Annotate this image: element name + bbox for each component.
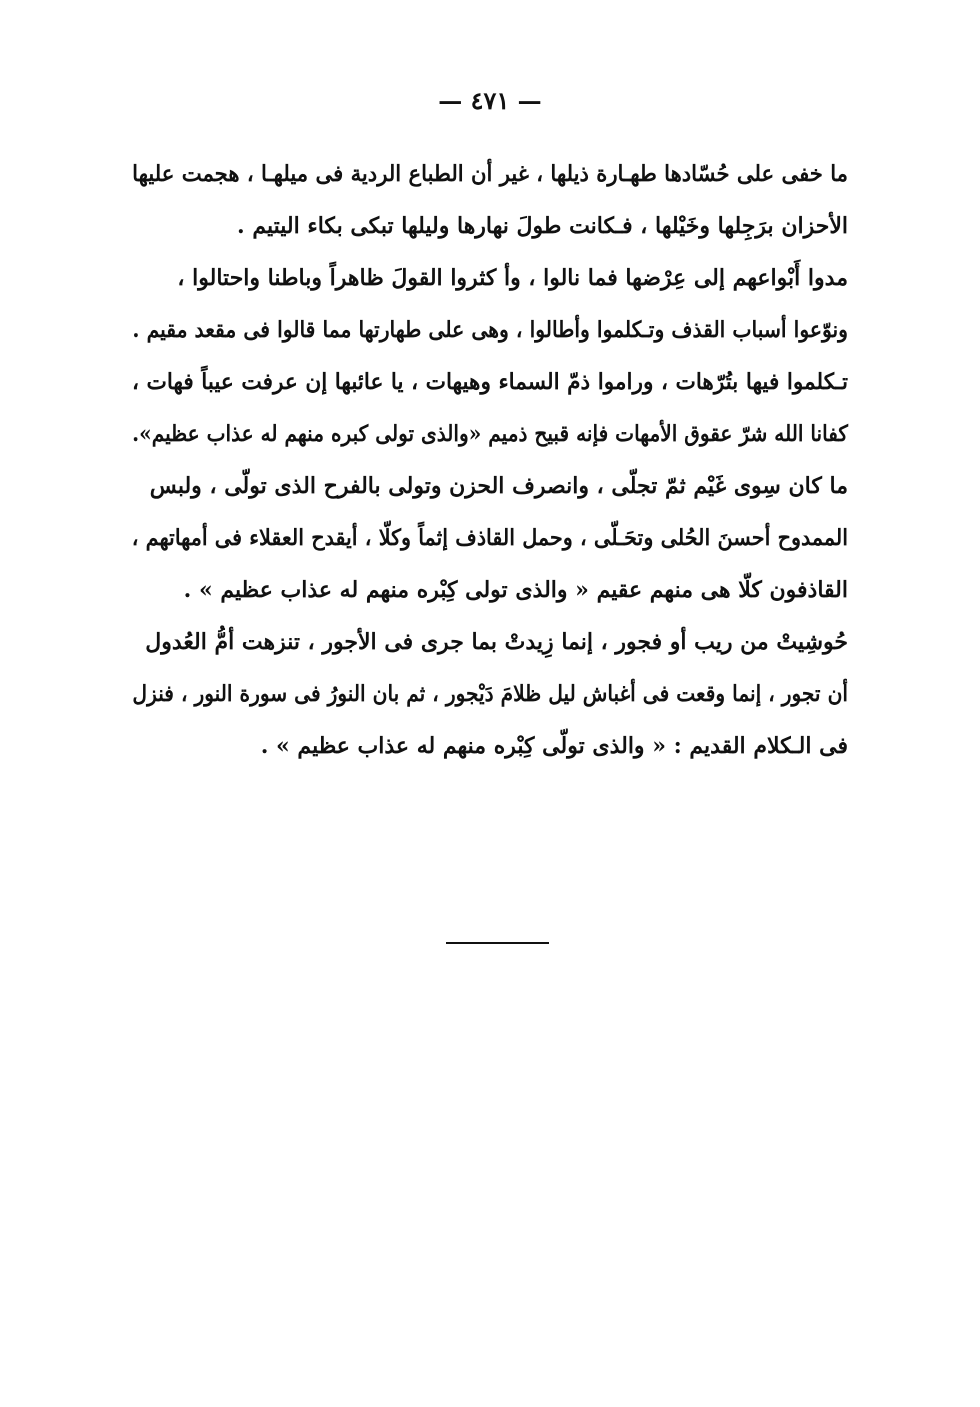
closing-rule bbox=[446, 942, 549, 944]
text-line: مدوا أَبْواعهم إلى عِرْضها فما نالوا ، وأ كثروا القولَ ظاهراً وباطنا واحتالوا ، bbox=[177, 265, 848, 291]
text-line: حُوشِيتْ من ريب أو فجور ، إنما زِيدتْ بما جرى فى الأجور ، تنزهت أمُّ العُدول bbox=[145, 629, 848, 655]
page-number: — ٤٧١ — bbox=[438, 86, 542, 115]
text-line: ما خفى على حُسّادها طهـارة ذيلها ، غير أن الطباع الردية فى ميلهـا ، هجمت عليها bbox=[132, 161, 849, 187]
text-line: الممدوح أحسنَ الحُلى وتحَـلّى ، وحمل القاذف إثماً وكلّا ، أيقدح العقلاء فى أمهاتهم ، bbox=[131, 525, 848, 551]
stanza bbox=[132, 356, 848, 460]
text-line: فى الـكلام القديم : « والذى تولّى كِبْره منهم له عذاب عظيم » . bbox=[260, 733, 848, 759]
text-line: تـكلموا فيها بتُرّهات ، وراموا ذمّ السماء وهيهات ، يا عائبها إن عرفت عيباً فهات ، bbox=[131, 369, 848, 395]
stanza bbox=[132, 148, 848, 252]
text-line: ونوّعوا أسباب القذف وتـكلموا وأطالوا ، وهى على طهارتها مما قالوا فى مقعد مقيم . bbox=[132, 317, 848, 343]
body-text bbox=[132, 148, 848, 772]
stanza bbox=[132, 460, 848, 616]
stanza bbox=[132, 616, 848, 772]
text-line: الأحزان برَجِلها وخَيْلها ، فـكانت طولَ نهارها وليلها تبكى بكاء اليتيم . bbox=[237, 213, 848, 239]
text-line: ما كان سِوى غَيْم ثمّ تجلّى ، وانصرف الحزن وتولى بالفرح الذى تولّى ، ولبس bbox=[149, 473, 848, 499]
text-line: أن تجور ، إنما وقعت فى أغباش ليل ظلامَ دَيْجور ، ثم بان النورُ فى سورة النور ، فنزل bbox=[132, 681, 848, 707]
text-line: القاذفون كلّا هى منهم عقيم « والذى تولى كِبْره منهم له عذاب عظيم » . bbox=[183, 577, 848, 603]
stanza bbox=[132, 252, 848, 356]
text-line: كفانا الله شرّ عقوق الأمهات فإنه قبيح ذميم «والذى تولى كبره منهم له عذاب عظيم». bbox=[132, 421, 848, 447]
